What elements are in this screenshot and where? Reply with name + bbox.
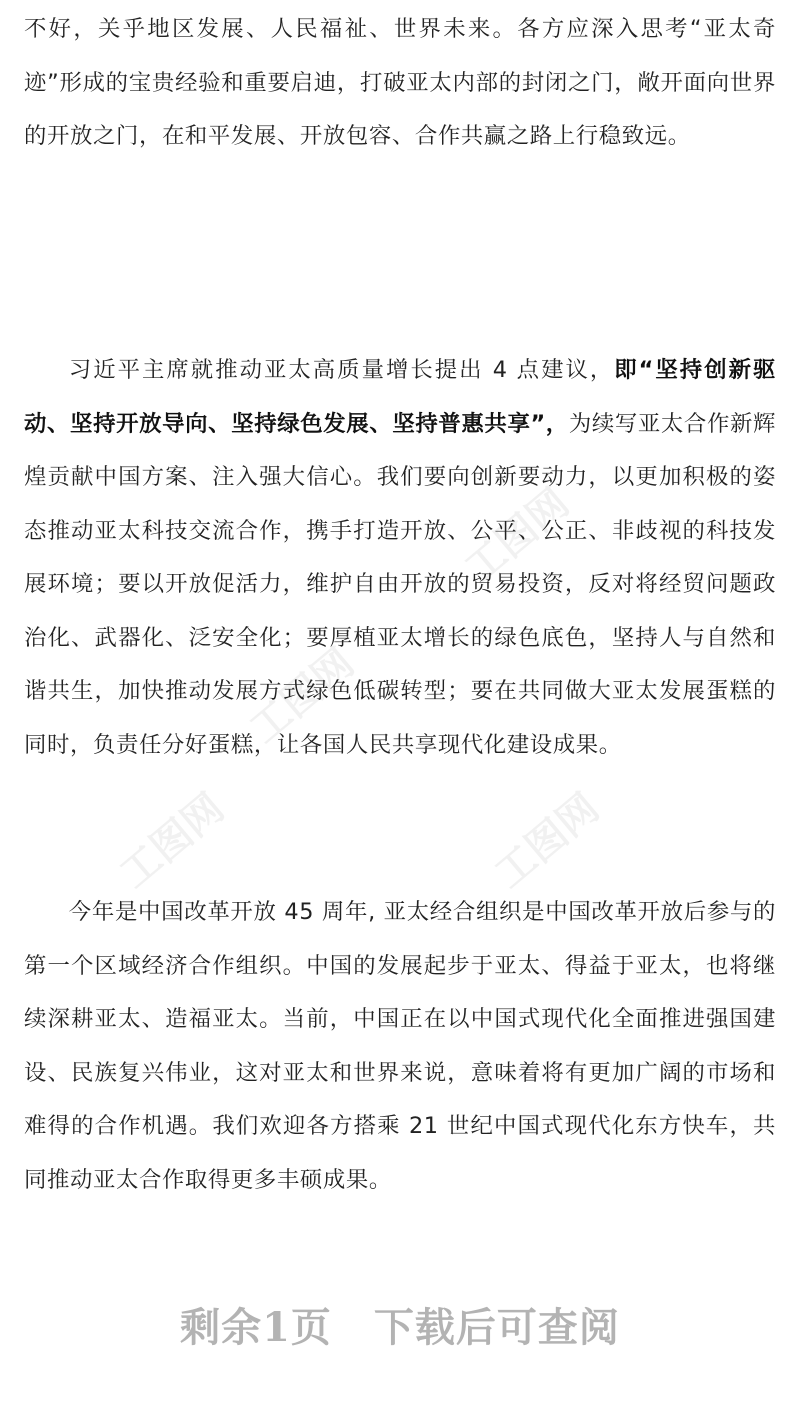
watermark: 工图网: [111, 784, 233, 898]
watermark: 工图网: [241, 639, 363, 753]
watermark: 工图网: [456, 479, 578, 593]
watermark: 工图网: [486, 784, 608, 898]
paragraph-proposals-bold: 即“坚持创新驱动、坚持开放导向、坚持绿色发展、坚持普惠共享”，: [24, 357, 776, 437]
remaining-pages-banner[interactable]: [0, 1296, 800, 1353]
paragraph-proposals-body: 为续写亚太合作新辉煌贡献中国方案、注入强大信心。我们要向创新要动力，以更加积极的姿态推动亚太科技交流合作，携手打造开放、公平、公正、非歧视的科技发展环境；要以开放促活力，维护自由开放的贸易投资，反对将经贸问题政治化、武器化、泛安全化；要厚植亚太增长的绿色底色，坚持人与自然和谐共生，加快推动发展方式绿色低碳转型；要在共同做大亚太发展蛋糕的同时，负责任分好蛋糕，让各国人民共享现代化建设成果。: [24, 410, 776, 758]
paragraph-continuation: 不好，关乎地区发展、人民福祉、世界未来。各方应深入思考“亚太奇迹”形成的宝贵经验和重要启迪，打破亚太内部的封闭之门，敞开面向世界的开放之门，在和平发展、开放包容、合作共赢之路上行稳致远。: [24, 16, 776, 149]
paragraph-proposals: [24, 344, 776, 772]
remaining-pages-text: 剩余1页: [180, 1304, 332, 1351]
paragraph-proposals-lead: 习近平主席就推动亚太高质量增长提出 4 点建议，: [68, 357, 615, 383]
download-to-view-text: 下载后可查阅: [373, 1304, 620, 1351]
paragraph-reform-anniversary: 今年是中国改革开放 45 周年, 亚太经合组织是中国改革开放后参与的第一个区域经济合作组织。中国的发展起步于亚太、得益于亚太，也将继续深耕亚太、造福亚太。当前，中国正在以中国式现代化全面推进强国建设、民族复兴伟业，这对亚太和世界来说，意味着将有更加广阔的市场和难得的合作机遇。我们欢迎各方搭乘 21 世纪中国式现代化东方快车，共同推动亚太合作取得更多丰硕成果。: [24, 899, 776, 1193]
